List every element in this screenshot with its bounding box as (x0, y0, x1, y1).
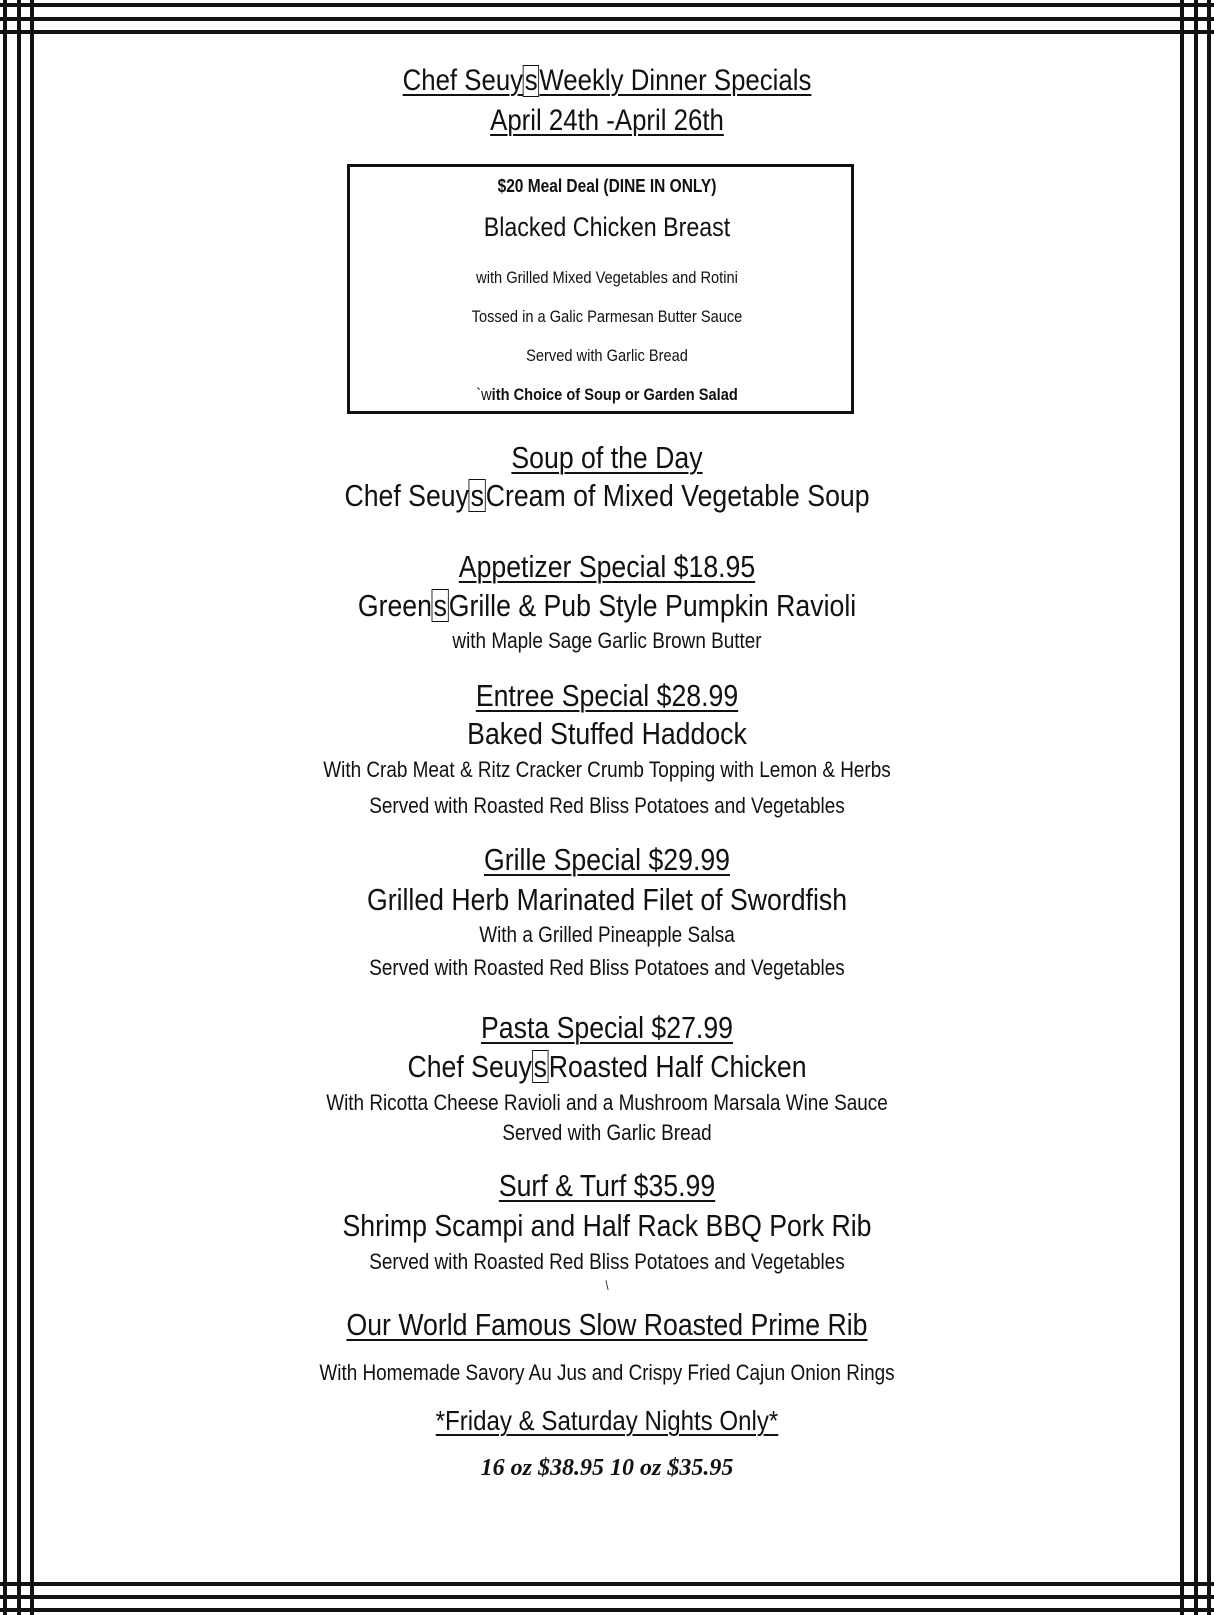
grille-heading: Grille Special $29.99 (483, 842, 731, 877)
surf-turf-heading: Surf & Turf $35.99 (498, 1168, 716, 1203)
surf-turf-name: Shrimp Scampi and Half Rack BBQ Pork Rib (342, 1208, 872, 1243)
appetizer-heading: Appetizer Special $18.95 (458, 549, 756, 584)
appetizer-desc: with Maple Sage Garlic Brown Butter (452, 628, 762, 653)
border-bottom-2 (0, 1595, 1214, 1599)
soup-heading: Soup of the Day (511, 440, 703, 475)
prime-rib-desc: With Homemade Savory Au Jus and Crispy Fried Cajun Onion Rings (319, 1360, 895, 1385)
meal-deal-heading: $20 Meal Deal (DINE IN ONLY) (497, 176, 717, 196)
meal-deal-line4: `with Choice of Soup or Garden Salad (476, 385, 738, 404)
entree-desc2: Served with Roasted Red Bliss Potatoes and Vegetables (369, 793, 845, 818)
meal-deal-line1: with Grilled Mixed Vegetables and Rotini (476, 268, 738, 287)
pasta-desc1: With Ricotta Cheese Ravioli and a Mushroom Marsala Wine Sauce (326, 1090, 888, 1115)
pasta-desc2: Served with Garlic Bread (502, 1120, 712, 1145)
missing-glyph-box: s (524, 64, 538, 97)
border-left-1 (3, 0, 7, 1615)
missing-glyph-box: s (533, 1049, 547, 1084)
border-top-2 (0, 17, 1214, 21)
border-top-3 (0, 30, 1214, 34)
soup-name: Chef SeuysCream of Mixed Vegetable Soup (344, 478, 870, 513)
stray-mark: \ (605, 1278, 609, 1293)
border-bottom-3 (0, 1608, 1214, 1612)
border-left-3 (30, 0, 34, 1615)
grille-desc1: With a Grilled Pineapple Salsa (479, 922, 735, 947)
pasta-heading: Pasta Special $27.99 (481, 1010, 733, 1045)
prime-rib-heading: Our World Famous Slow Roasted Prime Rib (346, 1307, 868, 1342)
border-left-2 (17, 0, 21, 1615)
meal-deal-name: Blacked Chicken Breast (483, 212, 731, 242)
menu-title: Chef SeuysWeekly Dinner Specials (402, 64, 812, 97)
surf-turf-desc: Served with Roasted Red Bliss Potatoes and Vegetables (369, 1249, 845, 1274)
meal-deal-box (347, 164, 854, 414)
missing-glyph-box: s (470, 478, 484, 513)
missing-glyph-box: s (433, 588, 447, 623)
pasta-name: Chef SeuysRoasted Half Chicken (407, 1049, 807, 1084)
prime-rib-prices: 16 oz $38.95 10 oz $35.95 (480, 1455, 734, 1481)
menu-dates: April 24th -April 26th (490, 104, 724, 137)
grille-name: Grilled Herb Marinated Filet of Swordfish (366, 882, 848, 917)
border-bottom-1 (0, 1582, 1214, 1586)
meal-deal-line2: Tossed in a Galic Parmesan Butter Sauce (471, 307, 743, 326)
appetizer-name: GreensGrille & Pub Style Pumpkin Ravioli (357, 588, 857, 623)
border-right-2 (1194, 0, 1198, 1615)
entree-desc1: With Crab Meat & Ritz Cracker Crumb Topping with Lemon & Herbs (323, 757, 891, 782)
border-right-1 (1180, 0, 1184, 1615)
grille-desc2: Served with Roasted Red Bliss Potatoes and Vegetables (369, 955, 845, 980)
prime-rib-nights: *Friday & Saturday Nights Only* (435, 1405, 779, 1436)
entree-heading: Entree Special $28.99 (475, 678, 739, 713)
border-top-1 (0, 3, 1214, 7)
entree-name: Baked Stuffed Haddock (467, 716, 747, 751)
meal-deal-line3: Served with Garlic Bread (526, 346, 688, 365)
border-right-3 (1207, 0, 1211, 1615)
